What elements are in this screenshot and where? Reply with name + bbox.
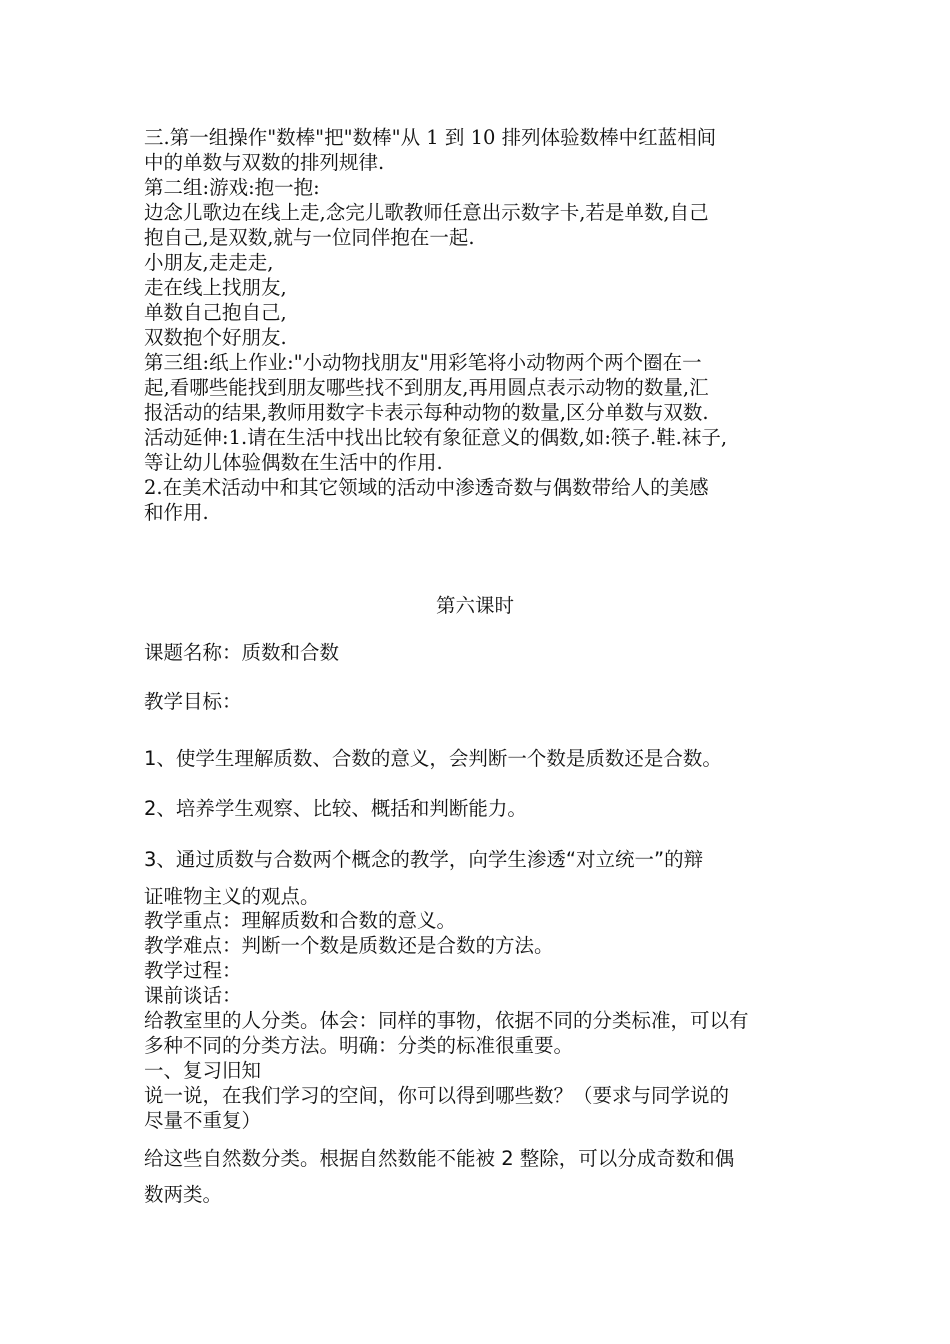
goal-item-1: 1、使学生理解质数、合数的意义，会判断一个数是质数还是合数。 — [144, 747, 722, 770]
paragraph-line: 和作用. — [144, 501, 209, 524]
classify-paragraph-continued: 多种不同的分类方法。明确：分类的标准很重要。 — [144, 1034, 574, 1057]
paragraph-line: 起,看哪些能找到朋友哪些找不到朋友,再用圆点表示动物的数量,汇 — [144, 376, 709, 399]
paragraph-line: 报活动的结果,教师用数字卡表示每种动物的数量,区分单数与双数. — [144, 401, 709, 424]
sort-paragraph: 给这些自然数分类。根据自然数能不能被 2 整除，可以分成奇数和偶 — [144, 1147, 735, 1170]
song-line: 小朋友,走走走, — [144, 251, 274, 274]
paragraph-line: 第三组:纸上作业:"小动物找朋友"用彩笔将小动物两个两个圈在一 — [144, 351, 702, 374]
goals-heading: 教学目标： — [144, 690, 242, 713]
lesson-title: 第六课时 — [435, 594, 514, 617]
goal-item-3: 3、通过质数与合数两个概念的教学，向学生渗透“对立统一”的辩 — [144, 848, 704, 871]
goal-item-2: 2、培养学生观察、比较、概括和判断能力。 — [144, 797, 527, 820]
paragraph-line: 三.第一组操作"数棒"把"数棒"从 1 到 10 排列体验数棒中红蓝相间 — [144, 126, 717, 149]
goal-item-3-continued: 证唯物主义的观点。 — [144, 885, 320, 908]
song-line: 单数自己抱自己, — [144, 301, 287, 324]
classify-paragraph: 给教室里的人分类。体会：同样的事物，依据不同的分类标准，可以有 — [144, 1009, 749, 1032]
paragraph-line: 2.在美术活动中和其它领域的活动中渗透奇数与偶数带给人的美感 — [144, 476, 709, 499]
lesson-topic: 课题名称：质数和合数 — [144, 641, 340, 664]
song-line: 双数抱个好朋友. — [144, 326, 287, 349]
say-paragraph: 说一说，在我们学习的空间，你可以得到哪些数？（要求与同学说的 — [144, 1084, 730, 1107]
pre-talk-heading: 课前谈话： — [144, 984, 242, 1007]
paragraph-line: 抱自己,是双数,就与一位同伴抱在一起. — [144, 226, 475, 249]
song-line: 走在线上找朋友, — [144, 276, 287, 299]
review-heading: 一、复习旧知 — [144, 1059, 262, 1082]
paragraph-line: 第二组:游戏:抱一抱: — [144, 176, 320, 199]
process-heading: 教学过程： — [144, 959, 242, 982]
paragraph-line: 中的单数与双数的排列规律. — [144, 151, 385, 174]
difficulty: 教学难点：判断一个数是质数还是合数的方法。 — [144, 934, 554, 957]
key-point: 教学重点：理解质数和合数的意义。 — [144, 909, 457, 932]
say-paragraph-continued: 尽量不重复） — [144, 1109, 262, 1132]
paragraph-line: 活动延伸:1.请在生活中找出比较有象征意义的偶数,如:筷子.鞋.袜子, — [144, 426, 728, 449]
sort-paragraph-continued: 数两类。 — [144, 1183, 223, 1206]
paragraph-line: 等让幼儿体验偶数在生活中的作用. — [144, 451, 443, 474]
paragraph-line: 边念儿歌边在线上走,念完儿歌教师任意出示数字卡,若是单数,自己 — [144, 201, 709, 224]
